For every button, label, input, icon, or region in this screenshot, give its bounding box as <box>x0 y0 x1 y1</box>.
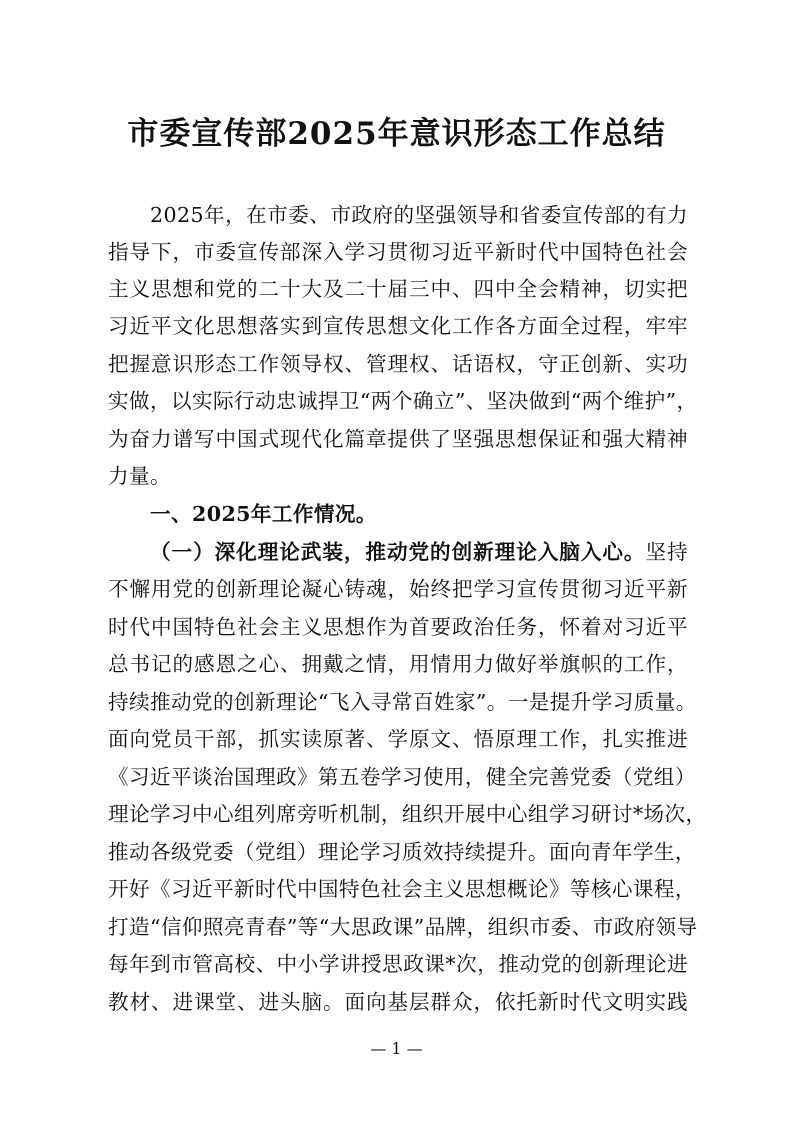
paragraph-line: 为奋力谱写中国式现代化篇章提供了坚强思想保证和强大精神 <box>108 427 688 451</box>
document-title: 市委宣传部2025年意识形态工作总结 <box>127 116 666 152</box>
paragraph-line: 把握意识形态工作领导权、管理权、话语权，守正创新、实功 <box>108 352 688 376</box>
paragraph-line: 《习近平谈治国理政》第五卷学习使用，健全完善党委（党组） <box>108 765 696 789</box>
section-heading: 一、2025年工作情况。 <box>150 502 377 526</box>
subheading-line <box>150 537 688 567</box>
paragraph-line: 理论学习中心组列席旁听机制，组织开展中心组学习研讨*场次， <box>108 802 707 826</box>
subheading-rest: 坚持 <box>645 540 688 564</box>
paragraph-line: 力量。 <box>108 464 171 488</box>
paragraph-line: 每年到市管高校、中小学讲授思政课*次，推动党的创新理论进 <box>108 952 688 976</box>
paragraph-line: 教材、进课堂、进头脑。面向基层群众，依托新时代文明实践 <box>108 990 688 1014</box>
paragraph-line: 指导下，市委宣传部深入学习贯彻习近平新时代中国特色社会 <box>108 240 688 264</box>
paragraph-line: 开好《习近平新时代中国特色社会主义思想概论》等核心课程， <box>108 877 696 901</box>
paragraph-line: 推动各级党委（党组）理论学习质效持续提升。面向青年学生， <box>108 840 696 864</box>
paragraph-line: 总书记的感恩之心、拥戴之情，用情用力做好举旗帜的工作， <box>108 652 688 676</box>
paragraph-line: 实做，以实际行动忠诚捍卫“两个确立”、坚决做到“两个维护”， <box>108 389 698 413</box>
page-number: — 1 — <box>370 1039 423 1058</box>
paragraph-line: 主义思想和党的二十大及二十届三中、四中全会精神，切实把 <box>108 277 688 301</box>
paragraph-line: 2025年，在市委、市政府的坚强领导和省委宣传部的有力 <box>150 203 688 227</box>
subheading-bold: （一）深化理论武装，推动党的创新理论入脑入心。 <box>150 540 646 564</box>
paragraph-line: 时代中国特色社会主义思想作为首要政治任务，怀着对习近平 <box>108 615 688 639</box>
paragraph-line: 打造“信仰照亮青春”等“大思政课”品牌，组织市委、市政府领导 <box>108 915 698 939</box>
paragraph-line: 习近平文化思想落实到宣传思想文化工作各方面全过程，牢牢 <box>108 314 688 338</box>
paragraph-line: 面向党员干部，抓实读原著、学原文、悟原理工作，扎实推进 <box>108 727 688 751</box>
paragraph-line: 持续推动党的创新理论“飞入寻常百姓家”。一是提升学习质量。 <box>108 690 697 714</box>
paragraph-line: 不懈用党的创新理论凝心铸魂，始终把学习宣传贯彻习近平新 <box>108 577 688 601</box>
